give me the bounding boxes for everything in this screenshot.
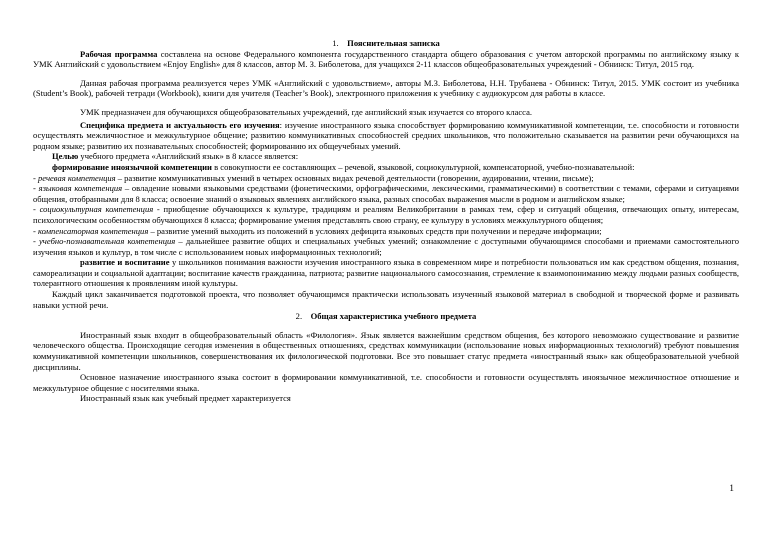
paragraph-lead: развитие и воспитание xyxy=(80,257,170,268)
section-1-heading xyxy=(33,38,739,49)
section-1-title: Пояснительная записка xyxy=(347,38,440,48)
paragraph-umk-purpose: УМК предназначен для обучающихся общеобразовательных учреждений, где английский язык изучается со второго класса. xyxy=(80,106,533,117)
paragraph-lead: Рабочая программа xyxy=(80,48,158,59)
list-item-speech: - речевая компетенция – развитие коммуникативных умений в четырех основных видах речевой деятельности (говорении, аудировании, чтении, письме); xyxy=(33,172,594,183)
competence-term: языковая компетенция xyxy=(38,183,123,194)
paragraph-specifics xyxy=(33,120,739,152)
paragraph-text: : изучение иностранного языка способствует формированию коммуникативной компетенции, т.е. способности и готовности осуществлять межличностное и межкультурное общение; развитию коммуникативных способностей средних школьников, что положительно сказывается на развитии речи обучающихся на родном языке; развитию их познавательных способностей; формированию их общеучебных умений. xyxy=(33,119,739,151)
paragraph-competence xyxy=(33,162,739,173)
paragraph-lead: Специфика предмета и актуальность его изучения xyxy=(80,119,280,130)
paragraph-lead: Целью xyxy=(52,151,79,162)
page-number: 1 xyxy=(729,484,734,494)
list-item-compensatory: - компенсаторная компетенция – развитие умений выходить из положений в условиях дефицита языковых средств при получении и передаче информации; xyxy=(33,225,602,236)
paragraph-goal xyxy=(33,151,739,162)
list-item-language: - языковая компетенция – овладение новыми языковыми средствами (фонетическими, орфографическими, лексическими, грамматическими) в соответствии с темами, сферами и ситуациями общения, отобранными для 8 класса; освоение знаний о языковых явлениях английского языка, разных способах выражения мысли в родном и английском языке; xyxy=(33,183,739,204)
section-1-number: 1. xyxy=(332,38,339,48)
paragraph-text: учебного предмета «Английский язык» в 8 классе является: xyxy=(78,151,299,162)
paragraph-program-basis xyxy=(33,49,739,70)
document-page xyxy=(33,38,739,404)
list-item-sociocultural: - социокультурная компетенция - приобщение обучающихся к культуре, традициям и реалиям Великобритании в рамках тем, сфер и ситуаций общения, отвечающих опыту, интересам, психологическим особенностям обучающихся 8 класса; формирование умения представлять свою страну, ее культуру в условиях межкультурного общения; xyxy=(33,204,740,225)
competence-term: учебно-познавательная компетенция xyxy=(39,236,176,247)
paragraph-umk: Данная рабочая программа реализуется через УМК «Английский с удовольствием», авторы М.З. Биболетова, Н.Н. Трубанева - Обнинск: Титул, 2015. УМК состоит из учебника (Student’s Book), рабочей тетради (Workbook), книги для учителя (Teacher’s Book), электронного приложения к учебнику с аудиокурсом для работы в классе. xyxy=(33,77,739,99)
competence-term: речевая компетенция xyxy=(37,172,116,183)
list-item-educational: - учебно-познавательная компетенция – дальнейшее развитие общих и специальных учебных умений; ознакомление с доступными обучающимся способами и приемами самостоятельного изучения языков и культур, в том числе с использованием новых информационных технологий; xyxy=(33,236,739,257)
paragraph-text: в совокупности ее составляющих – речевой, языковой, социокультурной, компенсаторной, учебно-познавательной: xyxy=(211,161,635,172)
competence-term: социокультурная компетенция xyxy=(39,204,154,215)
paragraph-project: Каждый цикл заканчивается подготовкой проекта, что позволяет обучающимся практически использовать изученный языковой материал в свободной и творческой форме и развивать навыки устной речи. xyxy=(33,289,739,310)
paragraph-lead: формирование иноязычной компетенции xyxy=(52,161,212,172)
paragraph-characteristics: Иностранный язык как учебный предмет характеризуется xyxy=(80,393,291,404)
paragraph-purpose: Основное назначение иностранного языка состоит в формировании коммуникативной, т.е. способности и готовности осуществлять иноязычное межличностное отношение и межкультурное общение с носителями языка. xyxy=(33,372,739,393)
paragraph-text: составлена на основе Федерального компонента государственного стандарта общего образования с учетом авторской программы по английскому языку к УМК Английский с удовольствием «Enjoy English» для 8 классов, автор М. З. Биболетова, для учащихся 2-11 классов общеобразовательных учреждений - Обнинск: Титул, 2015 год. xyxy=(33,48,739,70)
paragraph-development xyxy=(33,257,739,289)
competence-term: компенсаторная компетенция xyxy=(37,225,149,236)
section-2-title: Общая характеристика учебного предмета xyxy=(310,311,477,322)
section-2-heading xyxy=(33,311,739,322)
paragraph-philology: Иностранный язык входит в общеобразовательный область «Филология». Язык является важнейшим средством общения, без которого невозможно существование и развитие человеческого общества. Происходящие сегодня изменения в общественных отношениях, средствах коммуникации (использование новых информационных технологий) требуют повышения коммуникативной компетенции школьников, совершенствования их филологической подготовки. Все это повышает статус предмета «иностранный язык» как общеобразовательной учебной дисциплины. xyxy=(33,329,739,372)
section-2-number: 2. xyxy=(295,311,303,322)
paragraph-text: у школьников понимания важности изучения иностранного языка в современном мире и потребности пользоваться им как средством общения, познания, самореализации и социальной адаптации; воспитание качеств гражданина, патриота; развитие национального самосознания, стремление к взаимопониманию между людьми разных сообществ, толерантного отношения к проявлениям иной культуры. xyxy=(33,257,740,289)
